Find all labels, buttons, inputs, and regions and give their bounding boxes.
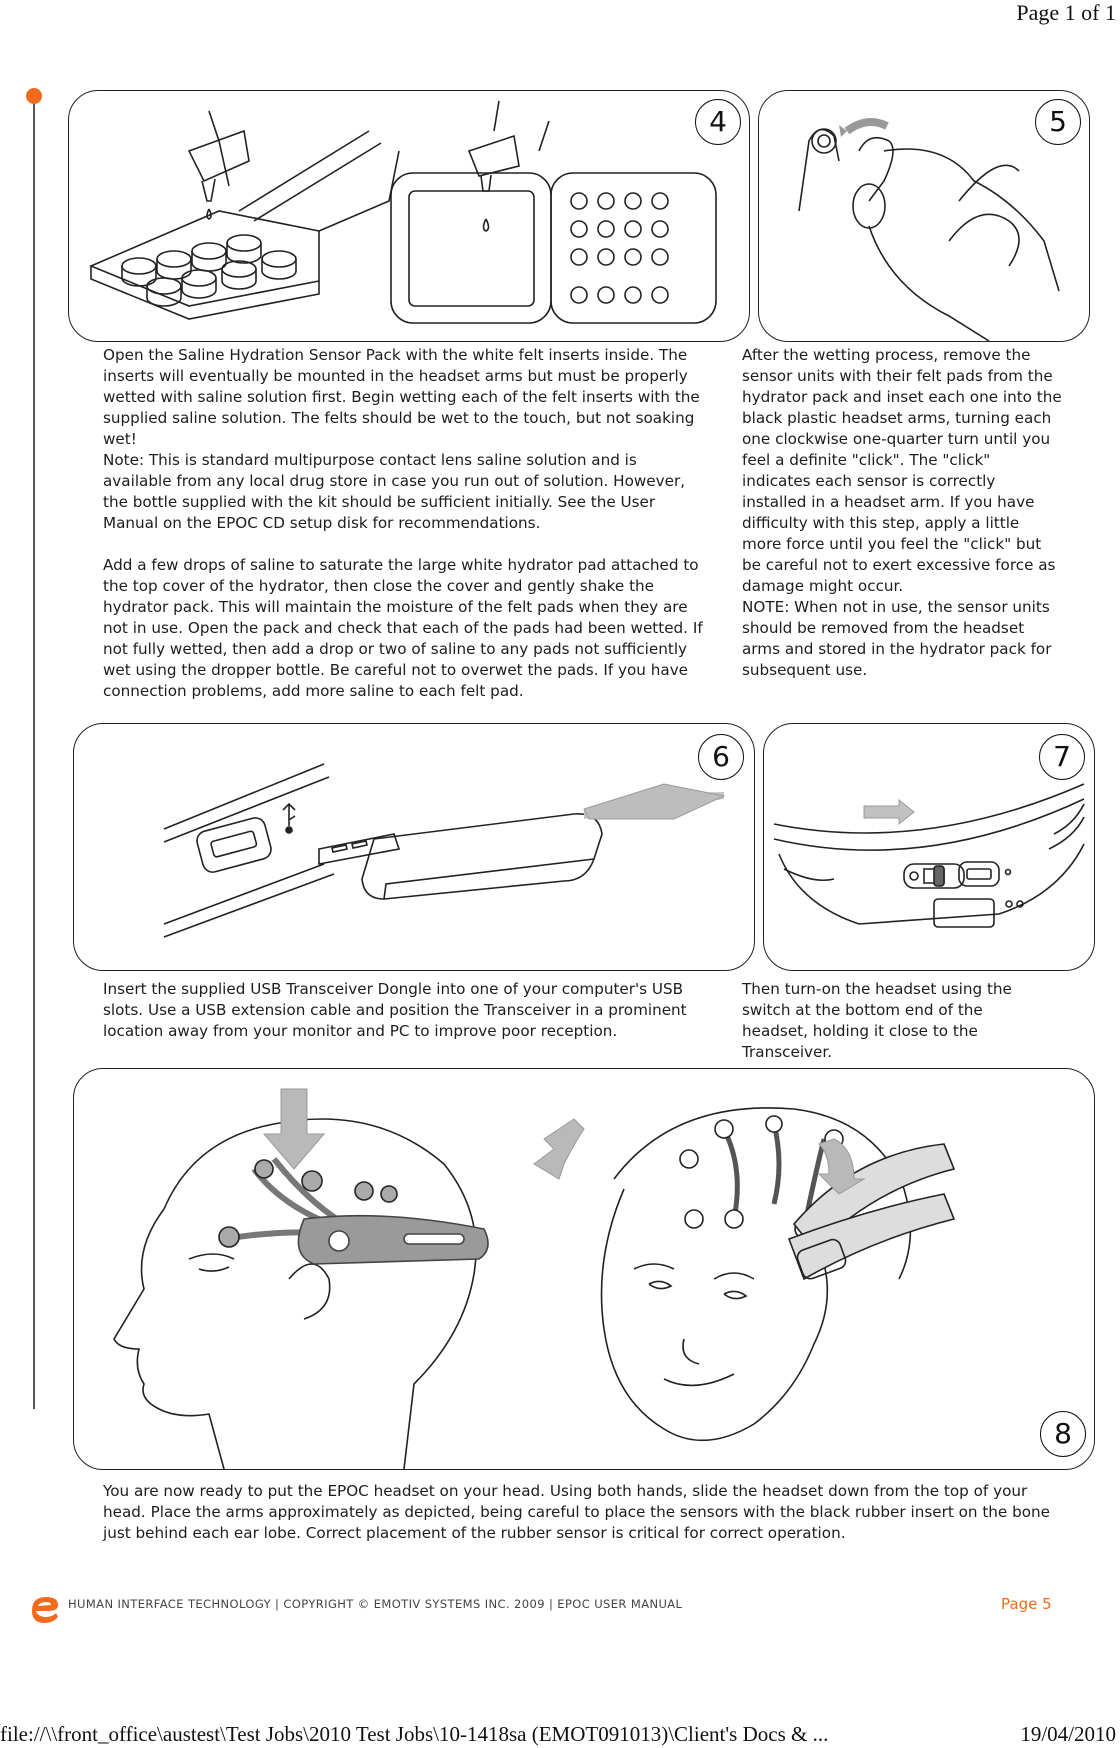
emotiv-logo <box>26 1591 64 1628</box>
step5-paragraph: After the wetting process, remove the sensor units with their felt pads from the hydrator pack and inset each one into the black plastic headset arms, turning each one clockwise one-quarter turn until you feel a definite "click". The "click" indicates each sensor is correctly installed in a headset arm. If you have difficulty with this step, apply a little more force until you feel the "click" but be careful not to exert excessive force as damage might occur. <box>742 346 1062 595</box>
step4-note: Note: This is standard multipurpose contact lens saline solution and is available from any local drug store in case you run out of solution. However, the bottle supplied with the kit should be sufficient initially. See the User Manual on the EPOC CD setup disk for recommendations. <box>103 451 686 532</box>
step6-instructions <box>103 979 703 1042</box>
step7-number-badge: 7 <box>1039 734 1085 780</box>
timeline-line <box>33 104 35 1409</box>
footer-page-number: Page 5 <box>1001 1595 1052 1613</box>
step7-instructions <box>742 979 1052 1063</box>
step6-panel <box>73 723 755 971</box>
footer-copyright: HUMAN INTERFACE TECHNOLOGY | COPYRIGHT © EMOTIV SYSTEMS INC. 2009 | EPOC USER MANUAL <box>68 1597 683 1611</box>
print-page-counter: Page 1 of 1 <box>1016 0 1116 25</box>
step6-paragraph: Insert the supplied USB Transceiver Dongle into one of your computer's USB slots. Use a USB extension cable and position the Transceiver in a prominent location away from your monitor and PC to improve poor reception. <box>103 980 687 1040</box>
step5-panel <box>758 90 1090 342</box>
saline-sensor-pack-illustration <box>69 91 749 341</box>
usb-dongle-insert-illustration <box>74 724 754 970</box>
step5-instructions <box>742 345 1062 681</box>
browser-print-filepath: file://\\front_office\austest\Test Jobs\2010 Test Jobs\10-1418sa (EMOT091013)\Client's Docs & ... <box>0 1722 829 1746</box>
step6-number-badge: 6 <box>698 734 744 780</box>
emotiv-logo-icon <box>26 1591 64 1623</box>
step8-instructions <box>103 1481 1063 1544</box>
step4-paragraph-1: Open the Saline Hydration Sensor Pack with the white felt inserts inside. The inserts will eventually be mounted in the headset arms but must be properly wetted with saline solution first. Begin wetting each of the felt inserts with the supplied saline solution. The felts should be wet to the touch, but not soaking wet! <box>103 346 700 448</box>
step4-paragraph-2: Add a few drops of saline to saturate the large white hydrator pad attached to the top cover of the hydrator, then close the cover and gently shake the hydrator pack. This will maintain the moisture of the felt pads when they are not in use. Open the pack and check that each of the pads had been wetted. If not fully wetted, then add a drop or two of saline to any pads not sufficiently wet using the dropper bottle. Be careful not to overwet the pads. If you have connection problems, add more saline to each felt pad. <box>103 556 703 700</box>
step8-number-badge: 8 <box>1040 1411 1086 1457</box>
step8-paragraph: You are now ready to put the EPOC headset on your head. Using both hands, slide the headset down from the top of your head. Place the arms approximately as depicted, being careful to place the sensors with the black rubber insert on the bone just behind each ear lobe. Correct placement of the rubber sensor is critical for correct operation. <box>103 1482 1051 1542</box>
headset-on-head-illustration <box>74 1069 1094 1469</box>
step8-panel <box>73 1068 1095 1470</box>
step4-panel <box>68 90 750 342</box>
step7-panel <box>763 723 1095 971</box>
timeline-dot <box>26 88 42 104</box>
step4-instructions <box>103 345 703 702</box>
step7-paragraph: Then turn-on the headset using the switch at the bottom end of the headset, holding it close to the Transceiver. <box>742 980 1012 1061</box>
browser-print-date: 19/04/2010 <box>1020 1722 1116 1746</box>
step4-number-badge: 4 <box>695 99 741 145</box>
step5-note: NOTE: When not in use, the sensor units should be removed from the headset arms and stored in the hydrator pack for subsequent use. <box>742 598 1052 679</box>
step5-number-badge: 5 <box>1035 99 1081 145</box>
